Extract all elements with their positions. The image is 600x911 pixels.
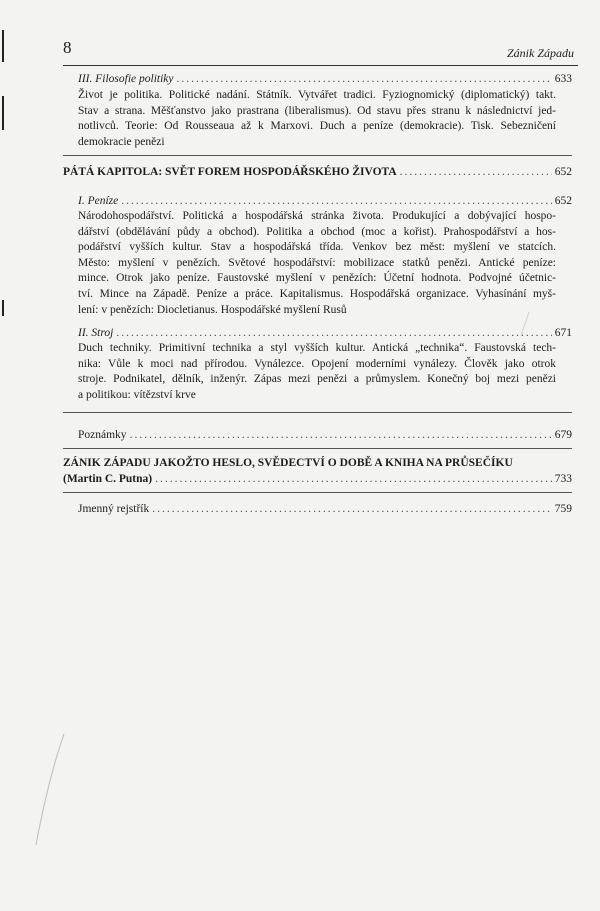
leader-dots xyxy=(400,165,552,179)
leader-dots xyxy=(177,72,552,86)
description-line: notlivců. Teorie: Od Rousseaua až k Marxovi. Duch a peníze (demokracie). Tisk. Sebezničení xyxy=(78,120,556,133)
description-line: mince. Otrok jako peníze. Faustovské myšlení v penězích: Účetní hodnota. Podvojné účetnic- xyxy=(78,272,556,285)
section-rule xyxy=(63,412,572,413)
scan-edge-mark xyxy=(2,30,4,62)
toc-entry-label: II. Stroj xyxy=(78,327,114,339)
description-line: nika: Vůle k moci nad přírodou. Vynálezce. Opojení moderními vynálezy. Člověk jako otrok xyxy=(78,357,556,370)
chapter-title: PÁTÁ KAPITOLA: SVĚT FOREM HOSPODÁŘSKÉHO ŽIVOTA xyxy=(63,166,397,178)
toc-entry-page: 759 xyxy=(554,503,572,515)
section-rule xyxy=(63,492,572,493)
section-rule xyxy=(63,155,572,156)
leader-dots xyxy=(152,502,552,516)
toc-entry-page: 652 xyxy=(554,195,572,207)
scan-edge-mark xyxy=(2,96,4,130)
running-head: Zánik Západu xyxy=(506,46,574,60)
toc-entry-label: III. Filosofie politiky xyxy=(78,73,174,85)
toc-entry-page: 733 xyxy=(554,473,572,485)
description-line: dářství (obdělávání půdy a obchod). Politika a obchod (moc a kořist). Prahospodářství a hos- xyxy=(78,225,556,238)
description-line: lení: v penězích: Diocletianus. Hospodářské myšlení Rusů xyxy=(78,303,347,316)
toc-entry-description xyxy=(78,209,556,318)
pencil-stroke-mark xyxy=(30,730,70,850)
toc-entry-page: 633 xyxy=(554,73,572,85)
toc-entry-filosofie-politiky xyxy=(78,72,572,86)
description-line: Město: myšlení v penězích. Světové hospodářství: mobilizace statků penězi. Antické peníze: xyxy=(78,256,556,269)
description-line: podářství vyšších kultur. Stav a hospodářská třída. Venkov bez měst: myšlení ve statcích. xyxy=(78,241,556,254)
leader-dots xyxy=(121,194,552,208)
chapter-page: 652 xyxy=(554,166,572,178)
toc-entry-stroj xyxy=(78,326,572,340)
toc-entry-rejstrik xyxy=(78,502,572,516)
description-line: Národohospodářství. Politická a hospodářská stránka života. Produkující a dobývající hospo- xyxy=(78,210,556,222)
page-number: 8 xyxy=(63,38,72,57)
description-line: demokracie penězi xyxy=(78,135,165,148)
header-rule xyxy=(63,65,578,66)
toc-entry-page: 671 xyxy=(554,327,572,339)
description-line: a politikou: vítězství krve xyxy=(78,388,196,401)
description-line: stroje. Podnikatel, dělník, inženýr. Zápas mezi penězi a průmyslem. Konečný boj mezi penězi xyxy=(78,373,556,386)
section-rule xyxy=(63,448,572,449)
scan-edge-mark xyxy=(2,300,4,316)
leader-dots xyxy=(155,472,552,486)
toc-entry-label: Poznámky xyxy=(78,429,127,441)
toc-entry-afterword xyxy=(63,472,572,486)
toc-entry-author: (Martin C. Putna) xyxy=(63,473,153,485)
description-line: Stav a strana. Měšťanstvo jako prastrana (liberalismus). Od stavu přes stranu k následnictví jed- xyxy=(78,104,556,117)
toc-entry-afterword-title: ZÁNIK ZÁPADU JAKOŽTO HESLO, SVĚDECTVÍ O DOBĚ A KNIHA NA PRŮSEČÍKU xyxy=(63,457,513,469)
toc-entry-penize xyxy=(78,194,572,208)
description-line: tví. Mince na Západě. Peníze a práce. Kapitalismus. Hospodářská organizace. Vyhasínání myš- xyxy=(78,287,556,300)
toc-entry-poznamky xyxy=(78,428,572,442)
toc-entry-description xyxy=(78,341,556,403)
description-line: Duch techniky. Primitivní technika a styl vyšších kultur. Antická „technika“. Faustovská tech- xyxy=(78,342,556,354)
pencil-stroke-mark xyxy=(515,310,535,340)
toc-entry-label: I. Peníze xyxy=(78,195,119,207)
toc-chapter-five xyxy=(63,165,572,179)
toc-entry-page: 679 xyxy=(554,429,572,441)
description-line: Život je politika. Politické nadání. Státník. Vytvářet tradici. Fyziognomický (diplomatický) takt. xyxy=(78,89,556,101)
toc-entry-description xyxy=(78,88,556,150)
leader-dots xyxy=(116,326,551,340)
leader-dots xyxy=(130,428,552,442)
toc-entry-label: Jmenný rejstřík xyxy=(78,503,150,515)
